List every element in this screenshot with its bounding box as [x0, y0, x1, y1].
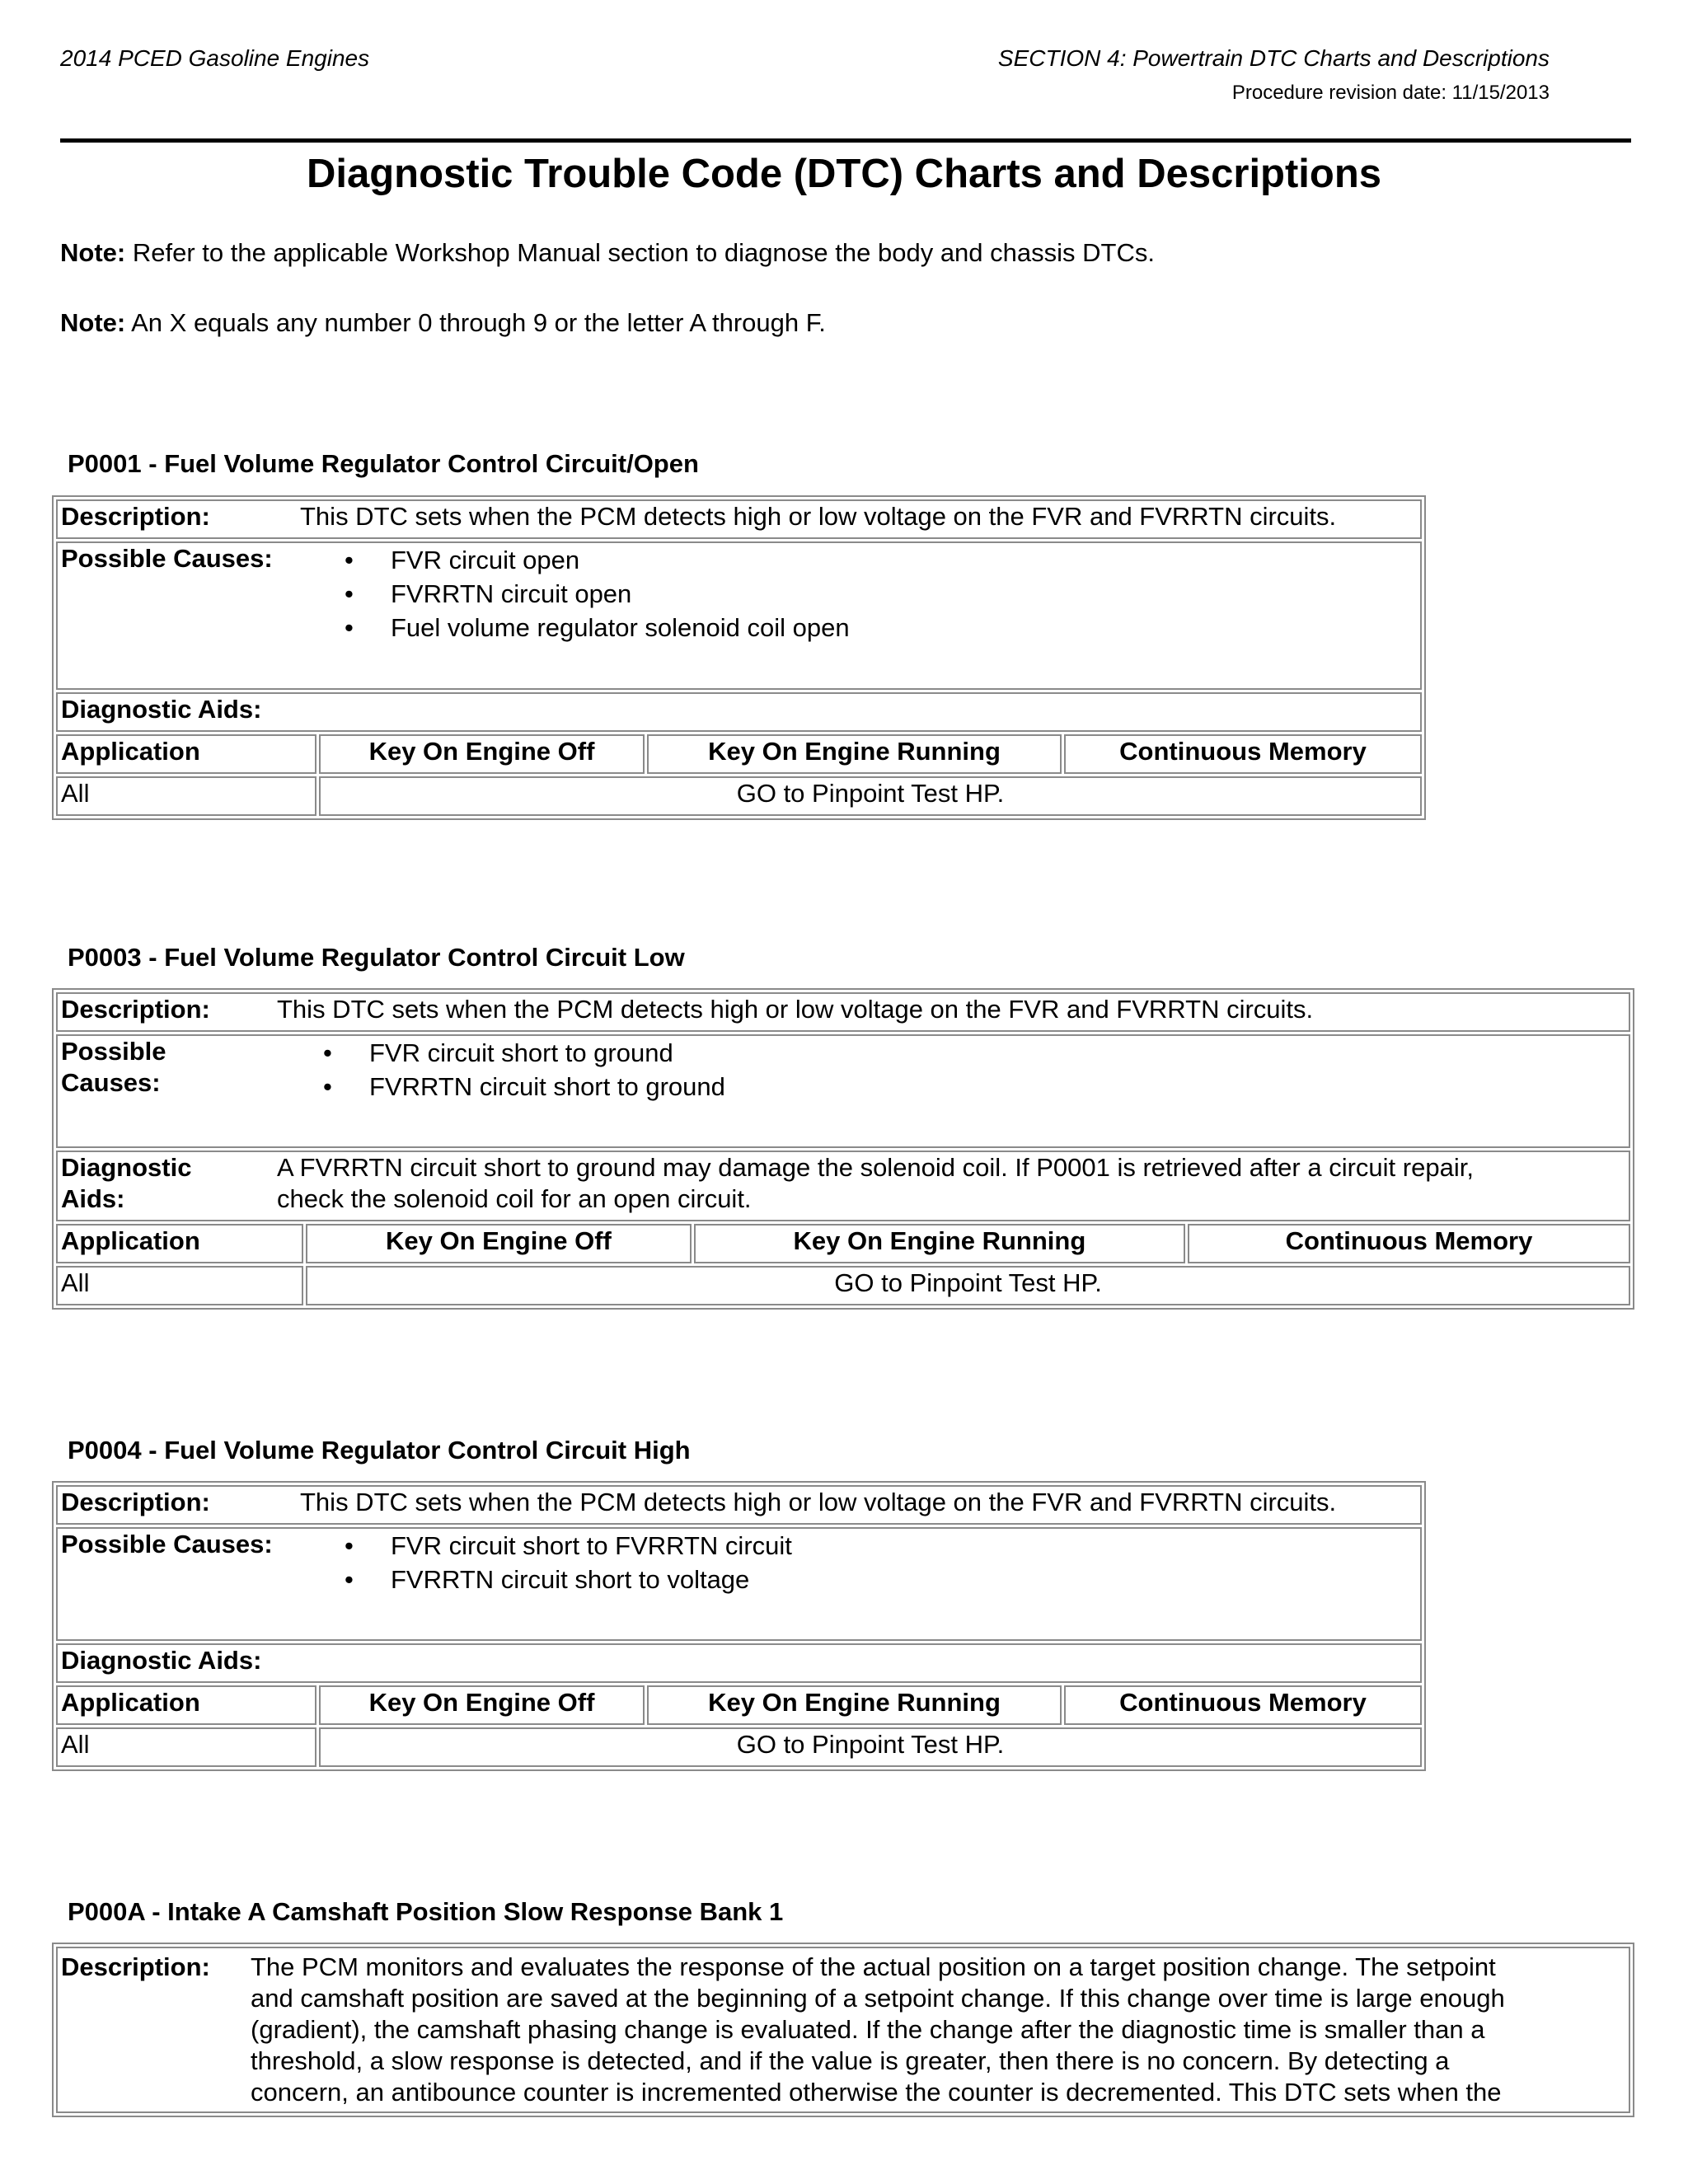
description-row [56, 1485, 1422, 1525]
header-left: 2014 PCED Gasoline Engines [60, 45, 370, 71]
application-cell: All [56, 776, 316, 816]
possible-causes-row [56, 541, 1422, 690]
dtc-title-p0003: P0003 - Fuel Volume Regulator Control Circuit Low [68, 943, 685, 972]
pinpoint-test-cell: GO to Pinpoint Test HP. [319, 776, 1422, 816]
dtc-title-p0001: P0001 - Fuel Volume Regulator Control Circuit/Open [68, 449, 699, 478]
note-text: Refer to the applicable Workshop Manual section to diagnose the body and chassis DTCs. [125, 238, 1155, 267]
note-label: Note: [60, 238, 126, 267]
application-cell: All [56, 1266, 303, 1305]
column-header-koer: Key On Engine Running [694, 1224, 1185, 1263]
column-header-koeo: Key On Engine Off [306, 1224, 692, 1263]
pinpoint-test-cell: GO to Pinpoint Test HP. [319, 1727, 1422, 1767]
description-row [56, 992, 1630, 1032]
application-cell: All [56, 1727, 316, 1767]
aids-line: A FVRRTN circuit short to ground may damage the solenoid coil. If P0001 is retrieved after a circuit repair, [277, 1153, 1474, 1182]
description-text: This DTC sets when the PCM detects high or low voltage on the FVR and FVRRTN circuits. [300, 1488, 1337, 1516]
list-item: • FVR circuit short to FVRRTN circuit [341, 1529, 792, 1563]
description-line: concern, an antibounce counter is incremented otherwise the counter is decremented. This DTC sets when the [251, 2078, 1502, 2107]
dtc-title-p0004: P0004 - Fuel Volume Regulator Control Circuit High [68, 1436, 691, 1465]
page-title: Diagnostic Trouble Code (DTC) Charts and Descriptions [306, 152, 1382, 196]
dtc-table-p0003 [52, 988, 1634, 1310]
description-text: This DTC sets when the PCM detects high or low voltage on the FVR and FVRRTN circuits. [300, 502, 1337, 531]
aids-line: check the solenoid coil for an open circuit. [277, 1184, 752, 1213]
description-line: threshold, a slow response is detected, and if the value is greater, then there is no concern. By detecting a [251, 2046, 1450, 2075]
note-text: An X equals any number 0 through 9 or the letter A through F. [125, 308, 826, 337]
diagnostic-label: Diagnostic [61, 1153, 192, 1182]
column-header-cm: Continuous Memory [1064, 734, 1422, 774]
causes-list [341, 1529, 792, 1596]
possible-causes-label [61, 1036, 320, 1104]
list-item: • Fuel volume regulator solenoid coil open [341, 611, 850, 644]
possible-causes-row [56, 1034, 1630, 1148]
list-item: • FVRRTN circuit open [341, 577, 850, 611]
list-item: • FVR circuit short to ground [320, 1036, 725, 1070]
header-rule [60, 138, 1631, 143]
column-header-application: Application [56, 1224, 303, 1263]
note-2 [60, 308, 826, 338]
header-right: SECTION 4: Powertrain DTC Charts and Descriptions [997, 45, 1550, 71]
diagnostic-aids-label: Diagnostic Aids: [56, 1643, 1422, 1683]
possible-causes-label: Possible Causes: [61, 544, 273, 573]
description-row [56, 1947, 1630, 2113]
list-item: • FVRRTN circuit short to voltage [341, 1563, 792, 1596]
description-label: Description: [61, 1488, 210, 1516]
column-header-koer: Key On Engine Running [647, 734, 1062, 774]
description-line: and camshaft position are saved at the beginning of a setpoint change. If this change over time is large enough [251, 1984, 1505, 2013]
dtc-table-p0004 [52, 1481, 1426, 1771]
dtc-title-p000a: P000A - Intake A Camshaft Position Slow Response Bank 1 [68, 1897, 784, 1926]
causes-label: Causes: [61, 1068, 161, 1097]
description-row [56, 499, 1422, 539]
possible-causes-label: Possible Causes: [61, 1530, 273, 1558]
description-line: (gradient), the camshaft phasing change is evaluated. If the change after the diagnostic time is smaller than a [251, 2015, 1485, 2044]
description-line: The PCM monitors and evaluates the response of the actual position on a target position change. The setpoint [251, 1952, 1496, 1981]
causes-list [341, 543, 850, 644]
description-text: This DTC sets when the PCM detects high or low voltage on the FVR and FVRRTN circuits. [277, 995, 1314, 1024]
diagnostic-aids-label [61, 1152, 277, 1215]
possible-causes-row [56, 1527, 1422, 1641]
description-label: Description: [61, 995, 210, 1024]
note-label: Note: [60, 308, 126, 337]
revision-date: Procedure revision date: 11/15/2013 [1231, 82, 1550, 104]
list-item: • FVR circuit open [341, 543, 850, 577]
causes-list [320, 1036, 725, 1104]
dtc-table-p000a [52, 1943, 1634, 2117]
diagnostic-aids-row [56, 1151, 1630, 1221]
dtc-table-p0001 [52, 495, 1426, 820]
diagnostic-aids-text [277, 1152, 1625, 1215]
pinpoint-test-cell: GO to Pinpoint Test HP. [306, 1266, 1630, 1305]
aids-label: Aids: [61, 1184, 125, 1213]
column-header-application: Application [56, 734, 316, 774]
diagnostic-aids-label: Diagnostic Aids: [56, 692, 1422, 732]
column-header-koeo: Key On Engine Off [319, 1685, 645, 1725]
column-header-application: Application [56, 1685, 316, 1725]
description-label: Description: [61, 1952, 210, 1981]
column-header-koer: Key On Engine Running [647, 1685, 1062, 1725]
description-text [251, 1952, 1625, 2108]
column-header-cm: Continuous Memory [1064, 1685, 1422, 1725]
list-item: • FVRRTN circuit short to ground [320, 1070, 725, 1104]
description-label: Description: [61, 502, 210, 531]
column-header-koeo: Key On Engine Off [319, 734, 645, 774]
possible-label: Possible [61, 1037, 166, 1066]
column-header-cm: Continuous Memory [1188, 1224, 1630, 1263]
note-1 [60, 238, 1155, 268]
